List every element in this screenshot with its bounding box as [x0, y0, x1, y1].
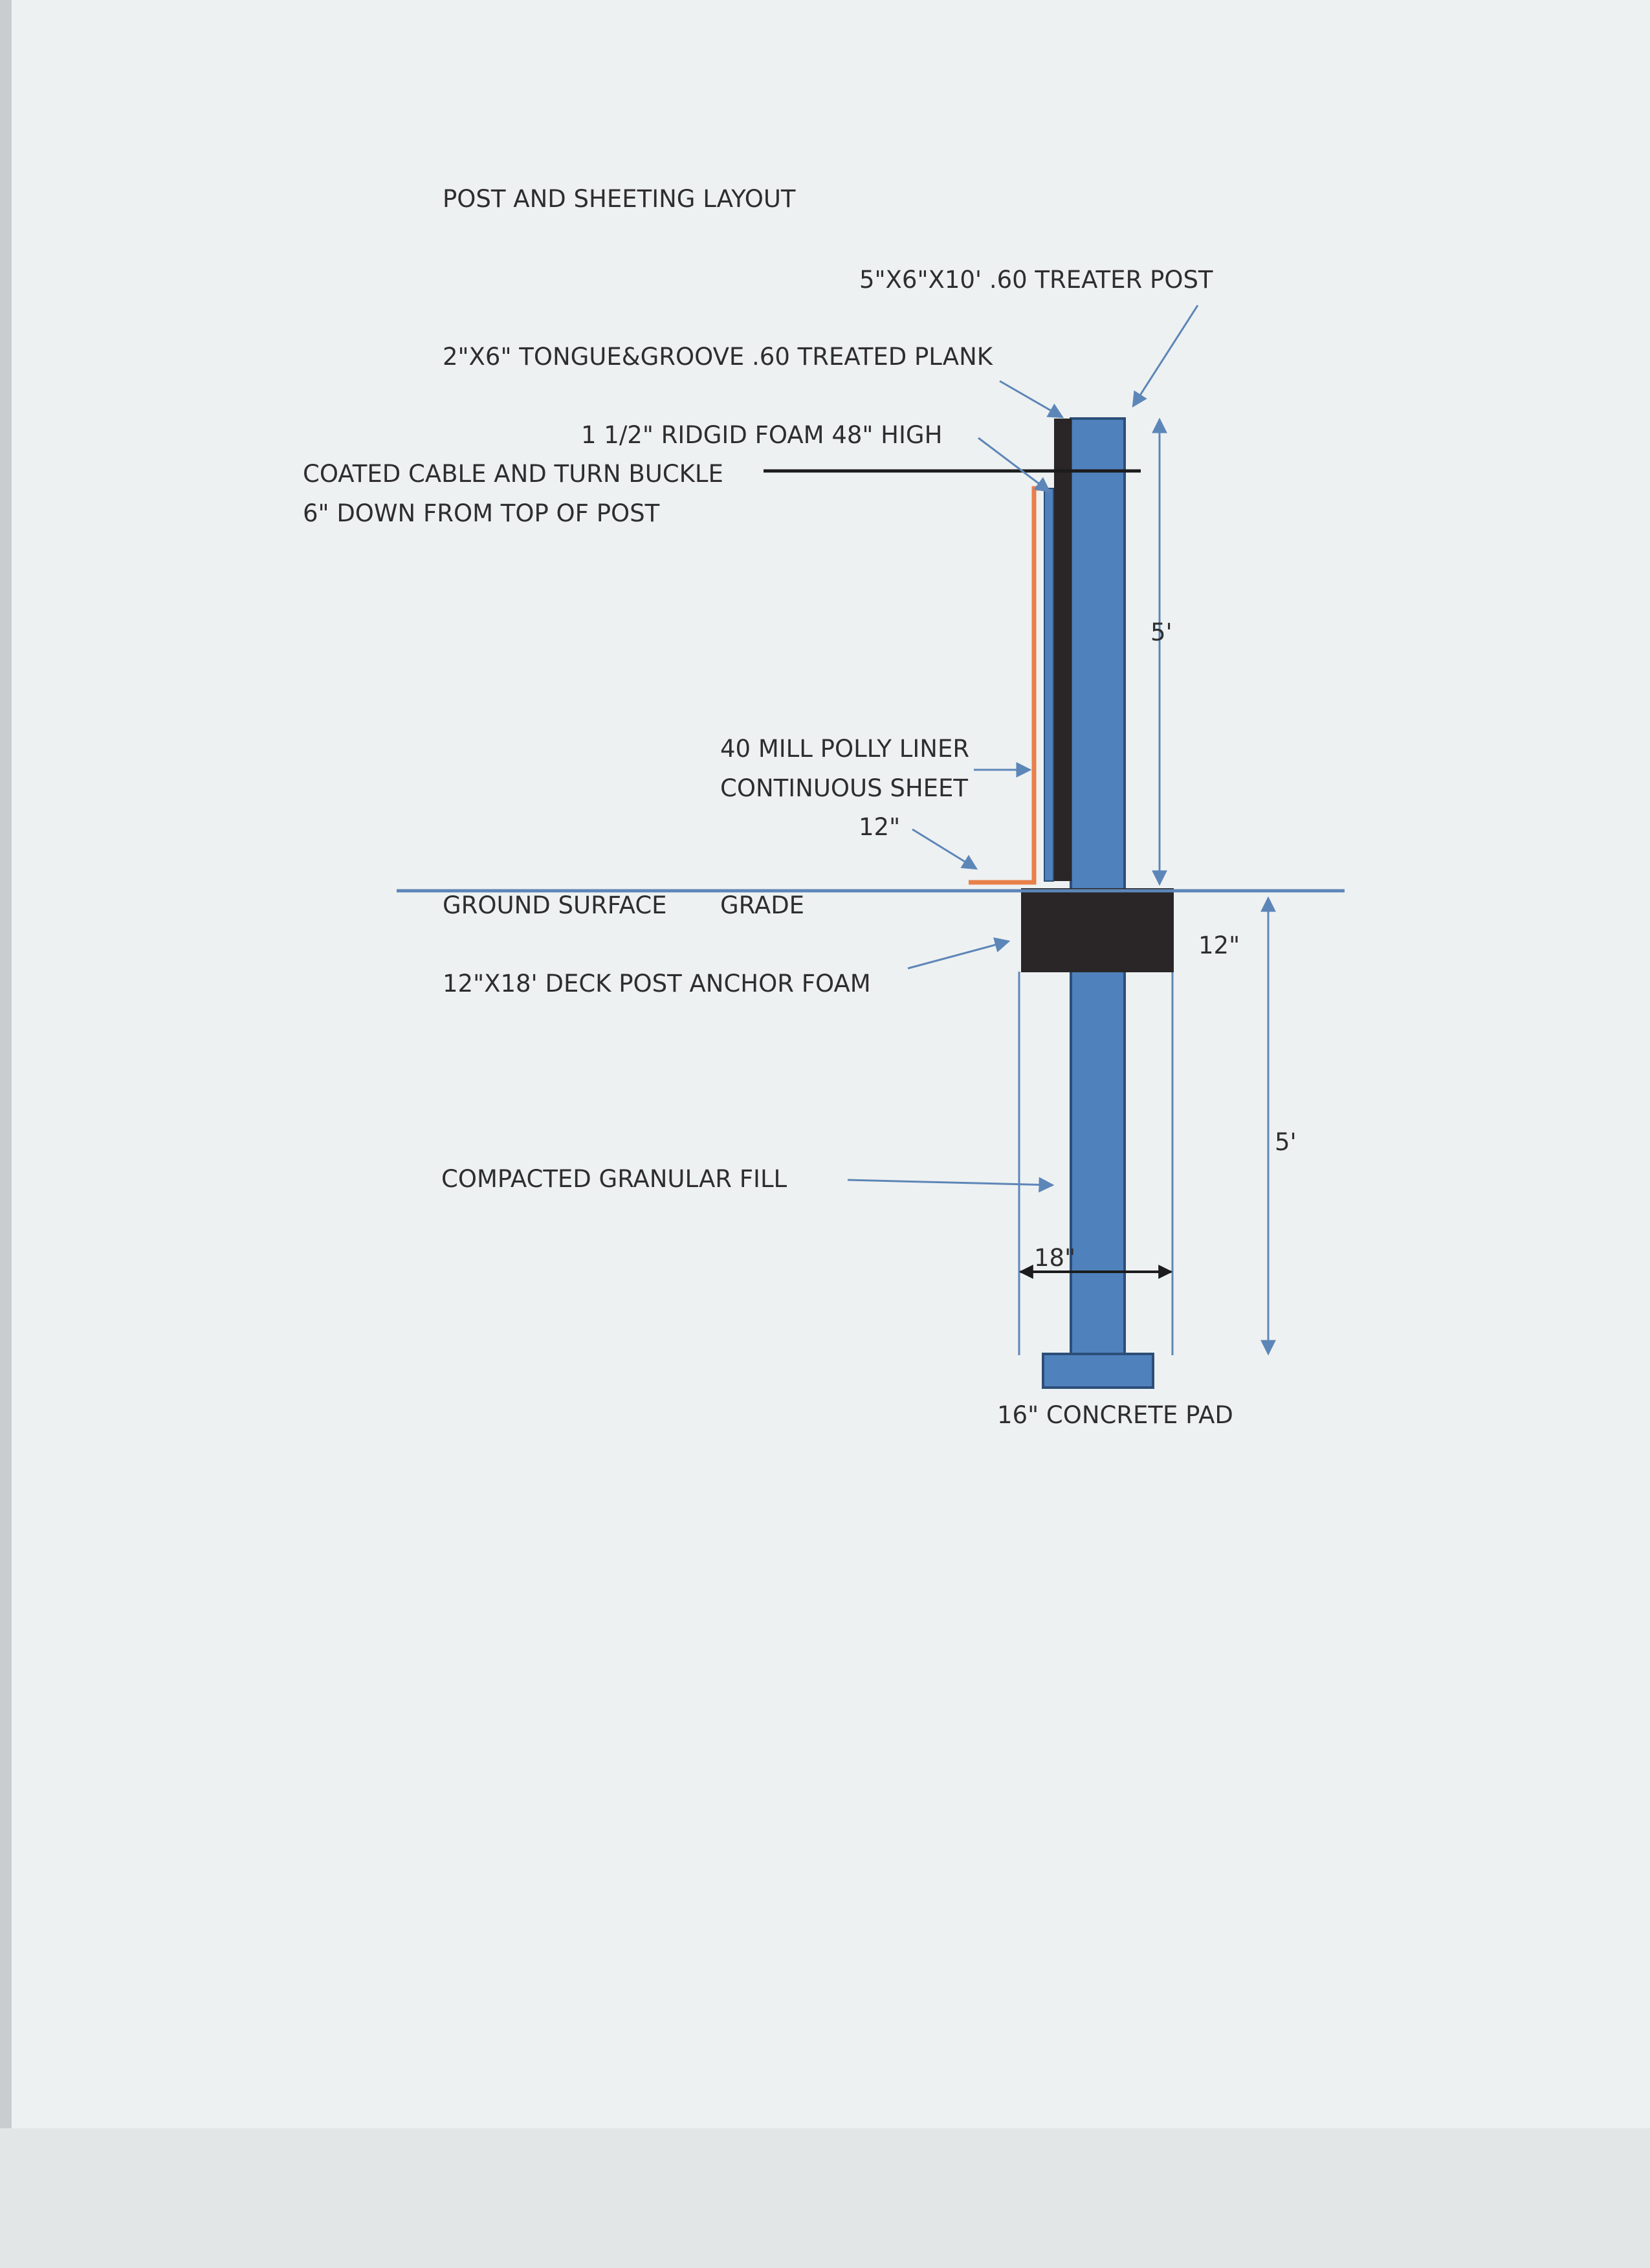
- plank-label: 2"X6" TONGUE&GROOVE .60 TREATED PLANK: [443, 343, 993, 371]
- above-grade-dimension-label: 5': [1150, 618, 1172, 646]
- treater-post-label: 5"X6"X10' .60 TREATER POST: [859, 266, 1213, 294]
- diagram-title: POST AND SHEETING LAYOUT: [443, 185, 796, 213]
- tongue-groove-plank: [1054, 419, 1072, 881]
- cable-label-line2: 6" DOWN FROM TOP OF POST: [303, 499, 660, 527]
- foam-label: 1 1/2" RIDGID FOAM 48" HIGH: [581, 421, 943, 449]
- anchor-foam-label: 12"X18' DECK POST ANCHOR FOAM: [443, 970, 871, 998]
- liner-label-line1: 40 MILL POLLY LINER: [720, 735, 970, 763]
- cable-label-line1: COATED CABLE AND TURN BUCKLE: [303, 460, 723, 488]
- fill-label: COMPACTED GRANULAR FILL: [441, 1165, 787, 1193]
- below-grade-dimension-label: 5': [1275, 1128, 1297, 1156]
- ground-surface-label: GROUND SURFACE: [443, 891, 667, 919]
- grade-label: GRADE: [720, 891, 805, 919]
- concrete-pad: [1043, 1354, 1153, 1388]
- liner-return-label: 12": [859, 813, 901, 841]
- hole-width-dimension-label: 18": [1034, 1244, 1076, 1272]
- scanner-bottom-strip: [0, 2128, 1650, 2268]
- liner-label-line2: CONTINUOUS SHEET: [720, 774, 969, 802]
- treated-post: [1071, 419, 1125, 1354]
- paper-sheet: [12, 0, 1650, 2128]
- rigid-foam-board: [1044, 488, 1053, 881]
- anchor-depth-dimension-label: 12": [1198, 932, 1240, 959]
- deck-post-anchor-foam: [1021, 888, 1174, 972]
- concrete-pad-label: 16" CONCRETE PAD: [997, 1401, 1233, 1429]
- paper-left-shadow: [0, 0, 12, 2128]
